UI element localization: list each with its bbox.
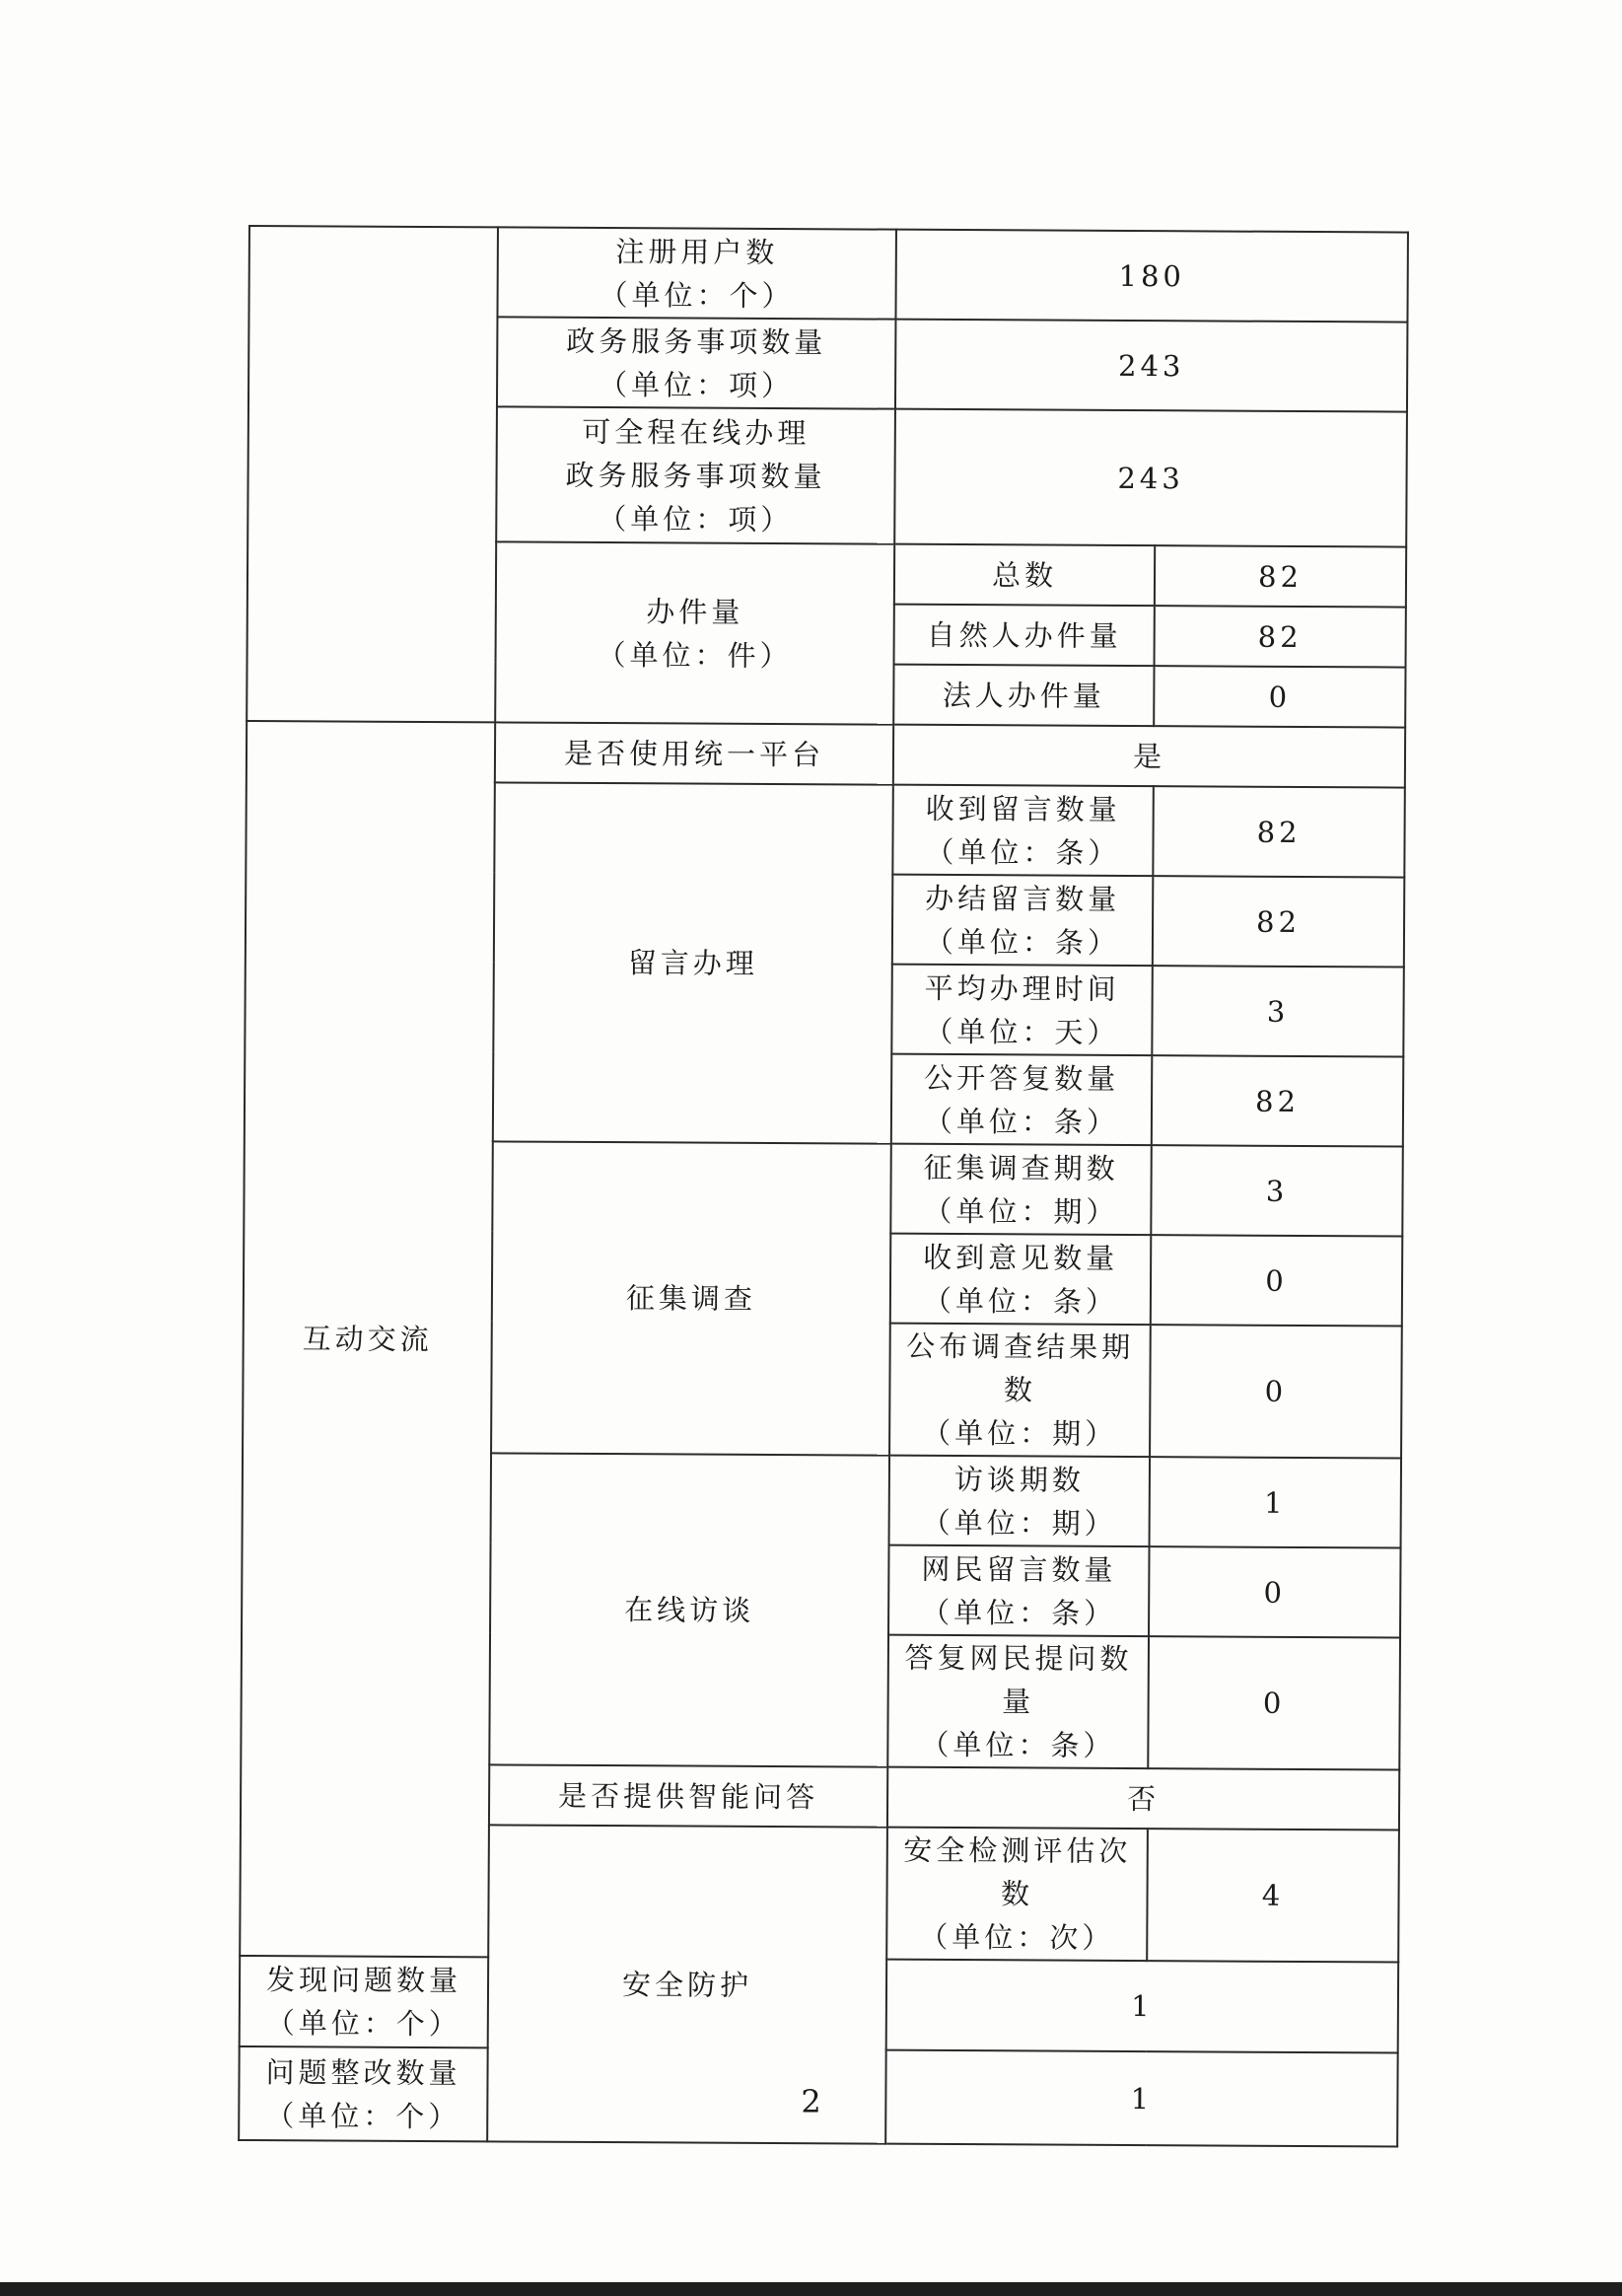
sub-label: 总数 — [894, 544, 1155, 606]
statistics-table — [238, 225, 1409, 2148]
sub-label: 网民留言数量 （单位：条） — [888, 1545, 1150, 1636]
table-row — [247, 721, 1405, 788]
value-cell: 82 — [1152, 1055, 1404, 1146]
row-label: 办件量 （单位：件） — [495, 541, 894, 724]
value-cell: 243 — [895, 320, 1408, 412]
scan-edge — [0, 2282, 1622, 2296]
value-cell: 3 — [1152, 966, 1404, 1056]
section-label: 安全防护 — [487, 1825, 887, 2143]
row-label: 问题整改数量 （单位：个） — [239, 2046, 488, 2141]
table-row — [248, 226, 1408, 323]
sub-label: 访谈期数 （单位：期） — [889, 1456, 1151, 1546]
value-cell: 1 — [885, 2050, 1398, 2147]
value-cell: 82 — [1155, 545, 1406, 607]
value-cell: 否 — [887, 1767, 1399, 1830]
row-label: 在线访谈 — [489, 1453, 889, 1766]
sub-label: 平均办理时间 （单位：天） — [891, 965, 1153, 1055]
value-cell: 是 — [893, 725, 1405, 788]
sub-label: 公开答复数量 （单位：条） — [891, 1054, 1153, 1145]
value-cell: 3 — [1151, 1145, 1403, 1236]
row-label: 是否提供智能问答 — [489, 1764, 887, 1827]
value-cell: 0 — [1149, 1546, 1401, 1637]
value-cell: 0 — [1151, 1235, 1403, 1326]
row-label: 征集调查 — [491, 1141, 891, 1455]
report-sheet — [239, 225, 1407, 2133]
sub-label: 自然人办件量 — [894, 605, 1155, 666]
sub-label: 法人办件量 — [893, 665, 1154, 726]
section-cell-empty — [247, 226, 498, 722]
sub-label: 收到留言数量 （单位：条） — [892, 785, 1154, 876]
value-cell: 82 — [1153, 786, 1405, 877]
row-label: 可全程在线办理 政务服务事项数量 （单位：项） — [496, 406, 895, 543]
value-cell: 82 — [1153, 876, 1405, 967]
page-number: 2 — [801, 2083, 821, 2120]
value-cell: 1 — [886, 1960, 1399, 2053]
value-cell: 0 — [1148, 1636, 1400, 1769]
value-cell: 243 — [894, 409, 1407, 547]
sub-label: 征集调查期数 （单位：期） — [890, 1144, 1152, 1235]
value-cell: 180 — [895, 230, 1408, 323]
row-label: 是否使用统一平台 — [495, 722, 893, 784]
value-cell: 0 — [1150, 1325, 1402, 1458]
row-label: 政务服务事项数量 （单位：项） — [497, 317, 896, 408]
sub-label: 公布调查结果期数 （单位：期） — [889, 1324, 1151, 1457]
row-label: 发现问题数量 （单位：个） — [240, 1956, 489, 2047]
row-label: 安全检测评估次数 （单位：次） — [886, 1828, 1148, 1961]
value-cell: 1 — [1150, 1457, 1402, 1547]
value-cell: 4 — [1147, 1829, 1399, 1962]
row-label: 留言办理 — [493, 782, 893, 1143]
row-label: 注册用户数 （单位：个） — [497, 227, 896, 319]
sub-label: 办结留言数量 （单位：条） — [892, 875, 1154, 966]
value-cell: 0 — [1154, 666, 1405, 727]
sub-label: 收到意见数量 （单位：条） — [890, 1234, 1152, 1325]
value-cell: 82 — [1155, 606, 1406, 667]
section-label: 互动交流 — [240, 721, 495, 1957]
sub-label: 答复网民提问数量 （单位：条） — [887, 1635, 1149, 1768]
